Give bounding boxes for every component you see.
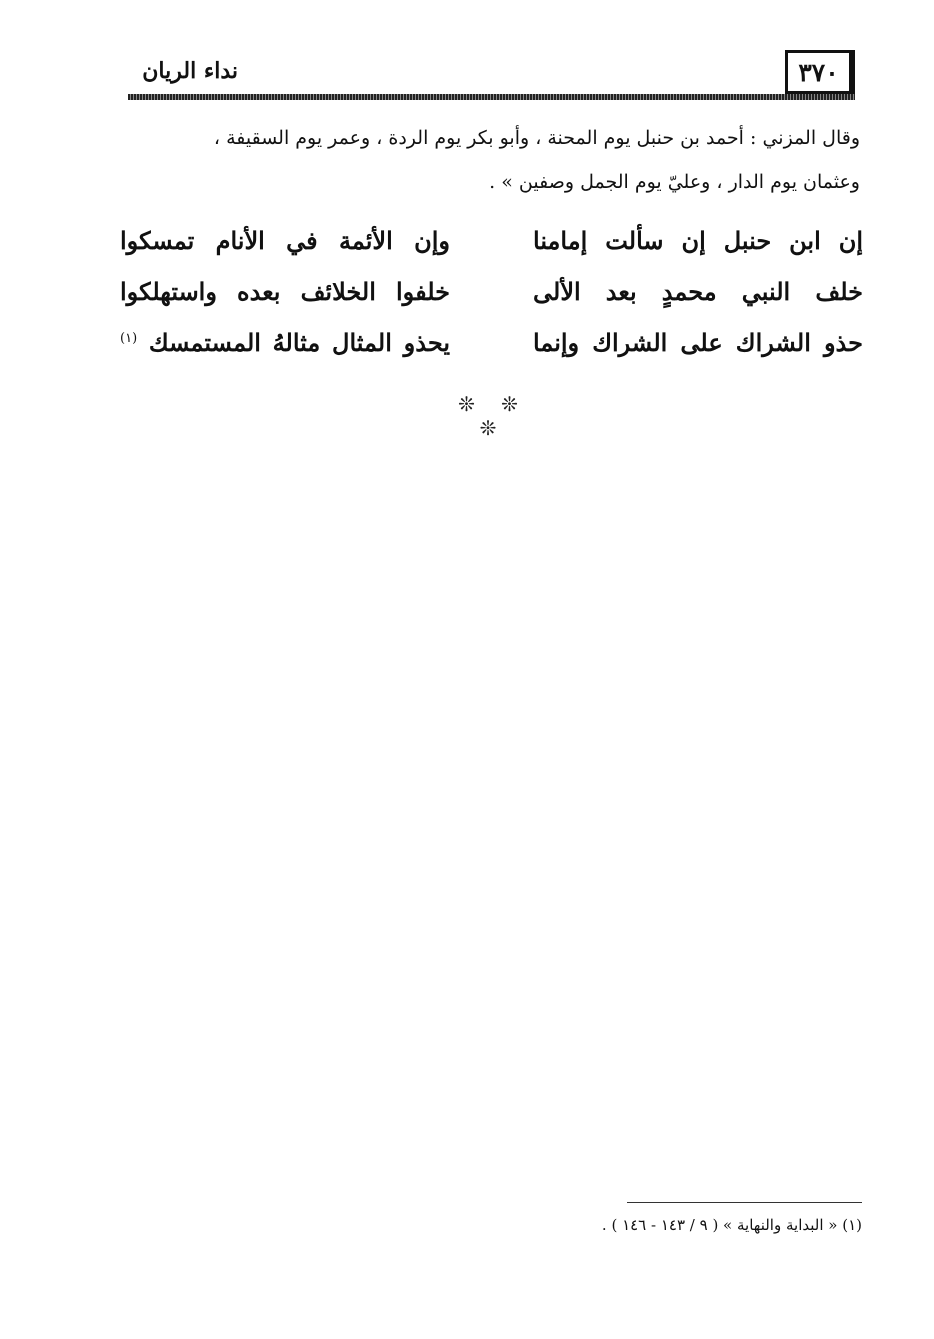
running-title: نداء الريان (142, 58, 238, 84)
verse-3-second-hemistich-wrap (120, 328, 450, 357)
footnote-rule (627, 1202, 862, 1203)
verse-3 (120, 317, 863, 368)
header-rule (128, 94, 855, 100)
verse-1-second-hemistich: وإن الأئمة في الأنام تمسكوا (120, 226, 450, 255)
footnote: (١) « البداية والنهاية » ( ٩ / ١٤٣ - ١٤٦ ) . (601, 1216, 862, 1234)
verse-3-second-hemistich: يحذو المثال مثالهُ المستمسك (148, 328, 450, 357)
verse-3-first-hemistich: حذو الشراك على الشراك وإنما (533, 328, 863, 357)
verse-2-second-hemistich: خلفوا الخلائف بعده واستهلكوا (120, 277, 450, 306)
prose-line-1: وقال المزني : أحمد بن حنبل يوم المحنة ، وأبو بكر يوم الردة ، وعمر يوم السقيفة ، (213, 127, 860, 149)
verse-2-first-hemistich: خلف النبي محمدٍ بعد الألى (533, 277, 863, 306)
page-number: ٣٧٠ (785, 50, 855, 94)
verse-2 (120, 266, 863, 317)
section-divider: ❊ ❊ ❊ (458, 392, 528, 440)
poem (120, 215, 863, 368)
verse-1 (120, 215, 863, 266)
footnote-reference: (١) (120, 331, 138, 346)
prose-line-2: وعثمان يوم الدار ، وعليّ يوم الجمل وصفين » . (489, 171, 860, 193)
verse-1-first-hemistich: إن ابن حنبل إن سألت إمامنا (533, 226, 863, 255)
